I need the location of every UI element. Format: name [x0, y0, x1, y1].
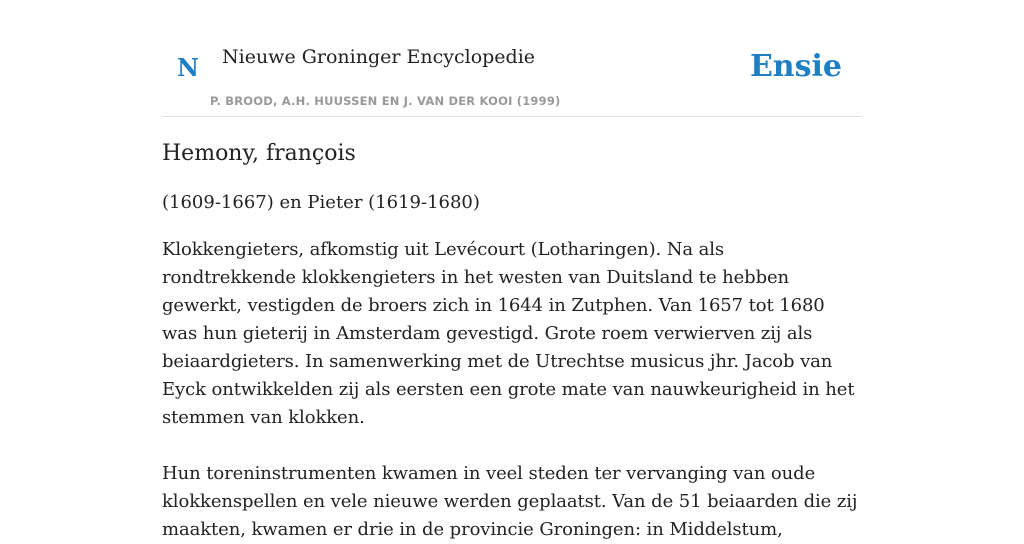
- publication-logo[interactable]: N: [177, 53, 199, 82]
- entry-content: [162, 138, 862, 544]
- publication-title-link[interactable]: Nieuwe Groninger Encyclopedie: [222, 46, 536, 68]
- entry-title: Hemony, françois: [162, 141, 356, 166]
- entry-subtitle: (1609-1667) en Pieter (1619-1680): [162, 192, 480, 213]
- publication-authors: P. BROOD, A.H. HUUSSEN EN J. VAN DER KOOI (1999): [210, 94, 561, 108]
- encyclopedia-header: [162, 0, 862, 117]
- ensie-logo-link[interactable]: Ensie: [749, 49, 842, 84]
- entry-paragraph-1: Klokkengieters, afkomstig uit Levécourt (Lotharingen). Na als rondtrekkende klokkengieters in het westen van Duitsland te hebben gewerkt, vestigden de broers zich in 1644 in Zutphen. Van 1657 tot 1680 was hun gieterij in Amsterdam gevestigd. Grote roem verwierven zij als beiaardgieters. In samenwerking met de Utrechtse musicus jhr. Jacob van Eyck ontwikkelden zij als eersten een grote mate van nauwkeurigheid in het stemmen van klokken.: [162, 239, 855, 428]
- entry-paragraph-2: Hun toreninstrumenten kwamen in veel steden ter vervanging van oude klokkenspellen en vele nieuwe werden geplaatst. Van de 51 beiaarden die zij maakten, kwamen er drie in de provincie Groningen: in Middelstum,: [162, 463, 858, 540]
